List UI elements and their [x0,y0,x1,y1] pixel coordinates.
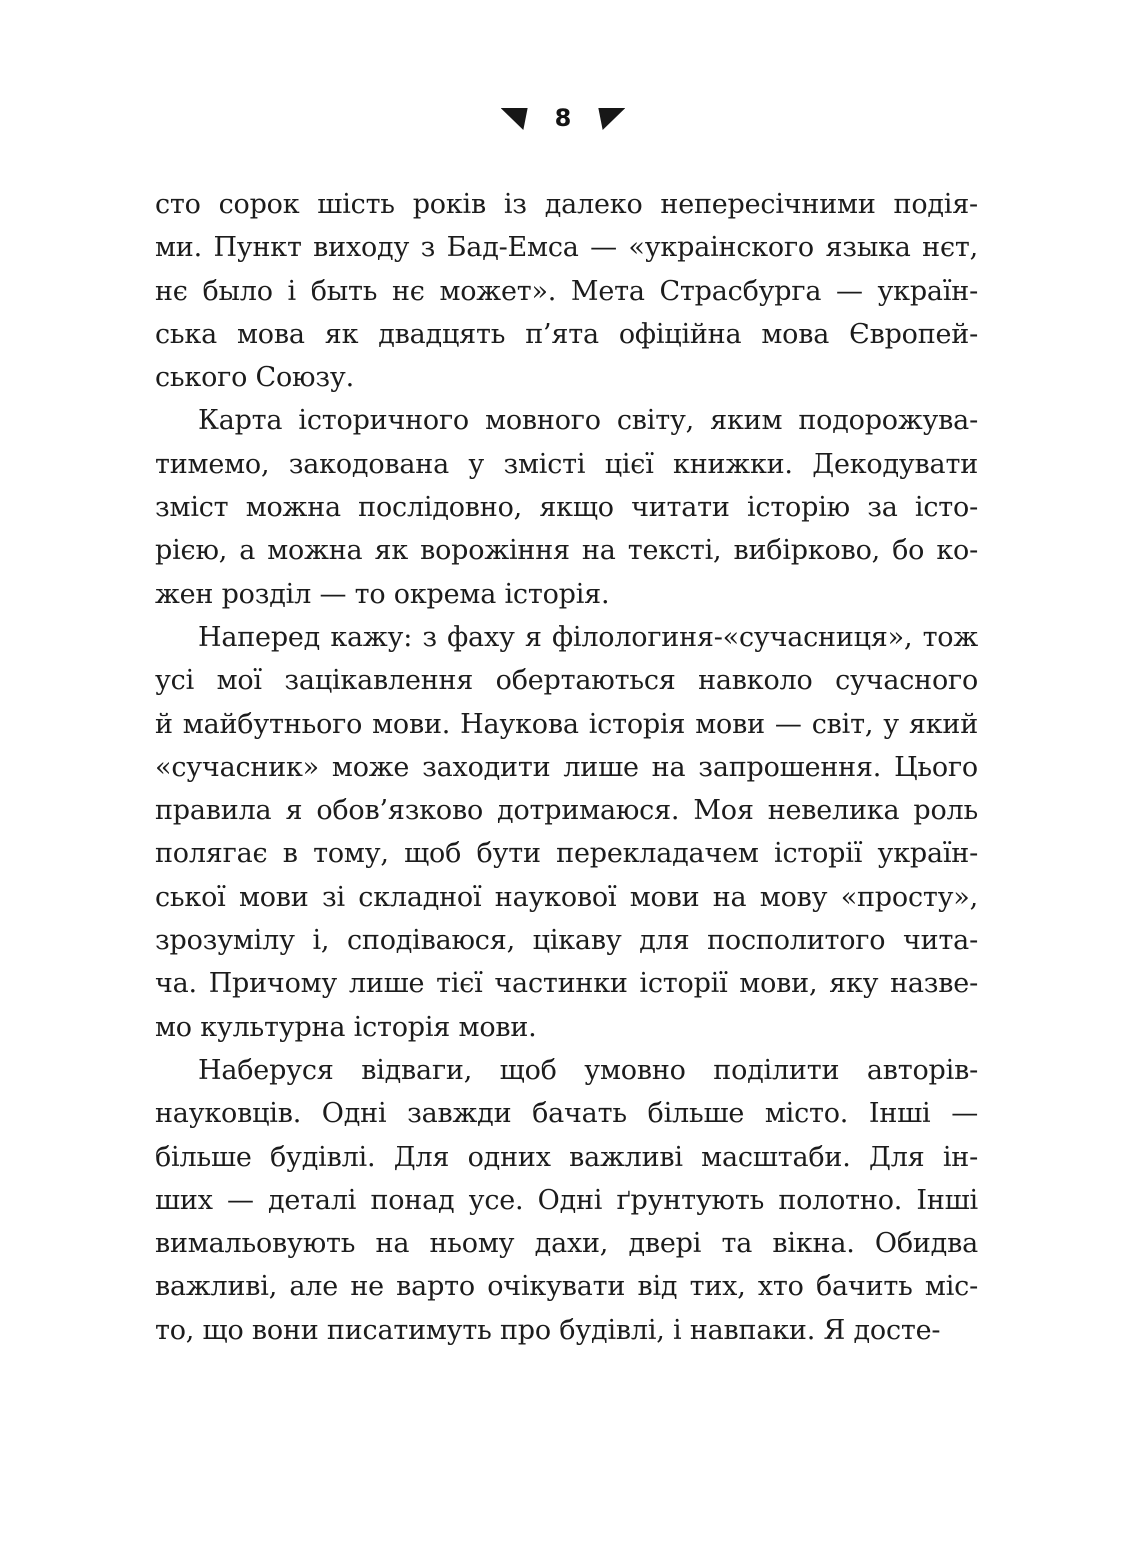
page-text [155,183,978,1352]
text-line: зміст можна послідовно, якщо читати історію за істо- [155,492,978,524]
text-line: ми. Пункт виходу з Бад-Емса — «украінского языка нєт, [155,232,978,264]
text-line: ших — деталі понад усе. Одні ґрунтують полотно. Інші [155,1184,978,1216]
text-line: ської мови зі складної наукової мови на мову «просту», [155,881,978,913]
text-line: сто сорок шість років із далеко непересічними подія- [155,189,978,220]
text-line: тимемо, закодована у змісті цієї книжки. Декодувати [155,448,978,480]
right-triangle-ornament-icon [598,108,625,130]
text-line: полягає в тому, щоб бути перекладачем історії україн- [155,838,978,870]
text-line: то, що вони писатимуть про будівлі, і навпаки. Я досте- [155,1314,941,1346]
text-line: усі мої зацікавлення обертаються навколо сучасного [155,665,978,697]
text-line: ського Союзу. [155,362,354,394]
text-line: зрозумілу і, сподіваюся, цікаву для посполитого чита- [155,925,978,957]
text-line: більше будівлі. Для одних важливі масштаби. Для ін- [155,1141,978,1173]
left-triangle-ornament-icon [501,108,528,130]
text-line: правила я обов’язково дотримаюся. Моя невелика роль [155,795,978,827]
paragraph [155,183,978,399]
text-line: Карта історичного мовного світу, яким подорожува- [198,405,978,437]
paragraph [155,1049,978,1352]
text-line: мо культурна історія мови. [155,1011,537,1043]
text-line: науковців. Одні завжди бачать більше місто. Інші — [155,1098,978,1130]
text-line: нє было і быть нє может». Мета Страсбурга — україн- [155,275,978,307]
text-line: Наперед кажу: з фаху я філологиня-«сучасниця», тож [198,621,978,653]
text-line: ча. Причому лише тієї частинки історії мови, яку назве- [155,968,978,1000]
text-line: важливі, але не варто очікувати від тих, хто бачить міс- [155,1271,978,1303]
page-header [0,100,1126,136]
paragraph [155,616,978,1049]
page-number: 8 [554,104,572,132]
text-line: вимальовують на ньому дахи, двері та вікна. Обидва [155,1228,978,1260]
paragraph [155,399,978,615]
text-line: «сучасник» може заходити лише на запрошення. Цього [155,751,978,783]
text-line: ська мова як двадцять п’ята офіційна мова Європей- [155,318,978,350]
text-line: рією, а можна як ворожіння на тексті, вибірково, бо ко- [155,535,978,567]
text-line: Наберуся відваги, щоб умовно поділити авторів- [198,1054,978,1086]
text-line: жен розділ — то окрема історія. [155,578,610,610]
text-line: й майбутнього мови. Наукова історія мови — світ, у який [155,708,978,740]
